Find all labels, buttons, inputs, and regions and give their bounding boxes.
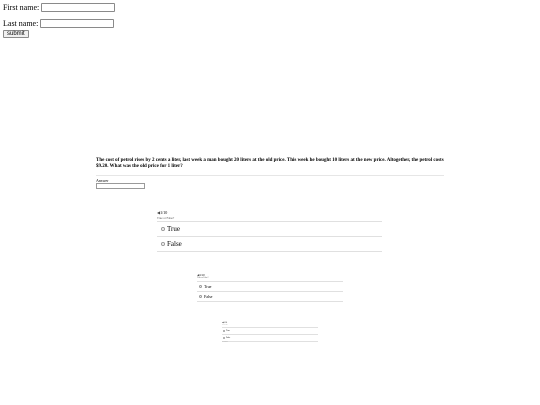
- option-label: False: [167, 240, 182, 248]
- radio-icon[interactable]: [161, 242, 165, 246]
- option-true[interactable]: [197, 281, 343, 291]
- option-label: True: [167, 225, 180, 233]
- card-subtitle: True or False?: [197, 277, 209, 279]
- option-label: True: [204, 284, 212, 289]
- question-divider: [96, 175, 444, 176]
- submit-button[interactable]: submit: [3, 30, 29, 38]
- last-name-label: Last name:: [3, 19, 39, 28]
- question-text: The cost of petrol rises by 2 cents a liter, last week a man bought 20 liters at the old price. This week he bought 10 liters at the new price. Altogether, the petrol costs $9.20. What was the old price for 1 liter?: [96, 158, 444, 169]
- option-false[interactable]: [222, 334, 318, 342]
- radio-icon[interactable]: [223, 337, 225, 339]
- radio-icon[interactable]: [199, 285, 202, 288]
- last-name-row: [3, 19, 115, 28]
- option-false[interactable]: [157, 236, 382, 252]
- first-name-row: [3, 3, 115, 12]
- card-subtitle: True or False?: [157, 216, 175, 220]
- back-arrow-icon[interactable]: ◀: [197, 272, 200, 277]
- answer-label: Answer: [96, 178, 109, 183]
- true-false-card-small: [222, 321, 318, 345]
- option-label: False: [226, 337, 231, 339]
- radio-icon[interactable]: [161, 227, 165, 231]
- card-subtitle: True or False?: [222, 325, 228, 326]
- question-counter: 1/10: [160, 210, 168, 215]
- card-footer: Next question: [222, 342, 228, 343]
- option-true[interactable]: [157, 221, 382, 236]
- answer-input[interactable]: [96, 183, 145, 189]
- name-form: [3, 3, 115, 38]
- first-name-input[interactable]: [41, 3, 115, 12]
- radio-icon[interactable]: [223, 330, 225, 332]
- option-true[interactable]: [222, 327, 318, 334]
- option-false[interactable]: [197, 291, 343, 302]
- option-label: False: [204, 294, 213, 299]
- question-counter: 1/10: [199, 272, 205, 277]
- option-label: True: [226, 330, 230, 332]
- true-false-card-medium: [197, 273, 343, 302]
- first-name-label: First name:: [3, 3, 40, 12]
- question-counter: 1/10: [223, 321, 228, 324]
- radio-icon[interactable]: [199, 295, 202, 298]
- true-false-card-large: [157, 210, 382, 252]
- last-name-input[interactable]: [40, 19, 114, 28]
- back-arrow-icon[interactable]: ◀: [157, 210, 161, 215]
- back-arrow-icon[interactable]: ◀: [222, 321, 224, 324]
